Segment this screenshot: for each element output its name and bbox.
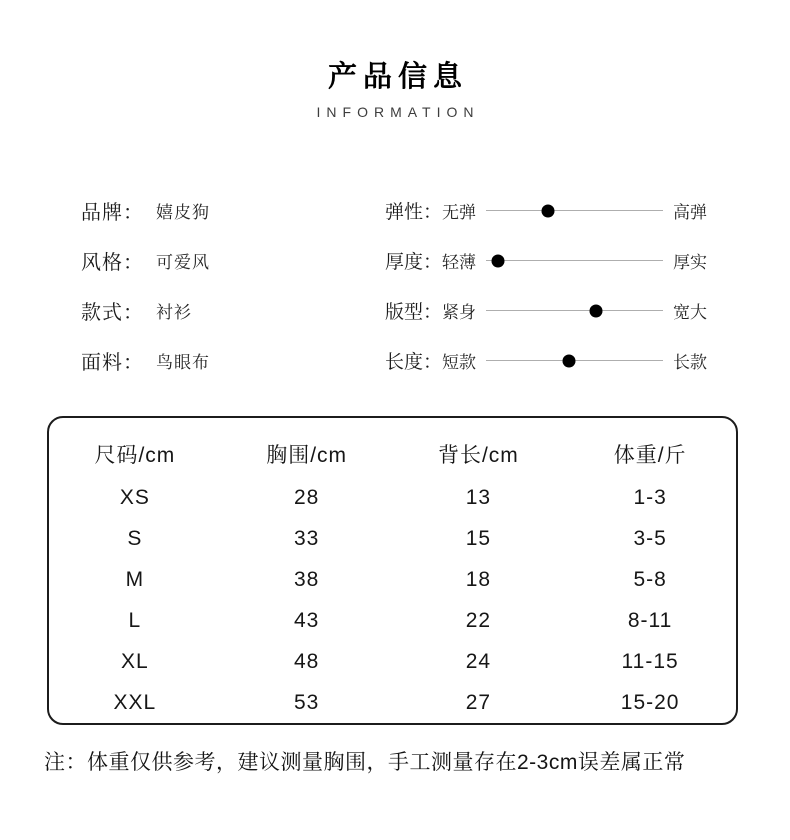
- attribute-value: 嬉皮狗: [156, 203, 210, 223]
- size-cell: 18: [465, 568, 492, 592]
- size-cell: L: [128, 609, 142, 633]
- size-table-row: [49, 601, 736, 642]
- size-cell: 5-8: [633, 568, 667, 592]
- slider-max-label: 厚实: [673, 253, 707, 273]
- size-cell: XL: [121, 650, 149, 674]
- attribute-value: 可爱风: [156, 253, 210, 273]
- size-cell: 43: [293, 609, 320, 633]
- slider-row-elasticity: [385, 186, 707, 236]
- slider-list: [385, 186, 790, 386]
- size-cell: 28: [293, 486, 320, 510]
- slider-max-label: 宽大: [673, 303, 707, 323]
- size-cell: 13: [465, 486, 492, 510]
- size-table-header-cell: 胸围/cm: [266, 443, 348, 467]
- size-cell: 1-3: [633, 486, 667, 510]
- slider-min-label: 轻薄: [442, 253, 477, 273]
- attribute-row-fabric: [81, 336, 385, 386]
- attribute-row-type: [81, 286, 385, 336]
- slider-row-thickness: [385, 236, 707, 286]
- size-cell: 27: [465, 691, 492, 715]
- slider-dot: [541, 204, 554, 217]
- slider-min-label: 紧身: [442, 303, 477, 323]
- size-cell: 53: [293, 691, 320, 715]
- size-cell: 38: [293, 568, 320, 592]
- attribute-label: 款式：: [81, 302, 144, 325]
- size-table-box: [47, 416, 738, 725]
- slider-max-label: 长款: [673, 353, 707, 373]
- page-title: 产品信息: [327, 61, 468, 93]
- size-cell: XXL: [113, 691, 157, 715]
- size-table-row: [49, 642, 736, 683]
- slider-track: [486, 210, 663, 211]
- slider-dot: [589, 304, 602, 317]
- attribute-row-brand: [81, 186, 385, 236]
- slider-dot: [492, 254, 505, 267]
- slider-label: 版型：: [385, 302, 443, 324]
- slider-label: 厚度：: [385, 252, 443, 274]
- slider-row-length: [385, 336, 707, 386]
- attribute-label: 风格：: [81, 252, 144, 275]
- slider-min-label: 短款: [442, 353, 477, 373]
- size-table-header-cell: 背长/cm: [437, 443, 519, 467]
- info-section: [0, 186, 790, 386]
- size-cell: 3-5: [633, 527, 667, 551]
- size-table-header-cell: 体重/斤: [613, 443, 687, 467]
- slider-label: 长度：: [385, 352, 443, 374]
- attribute-value: 鸟眼布: [156, 353, 210, 373]
- size-cell: 33: [293, 527, 320, 551]
- size-cell: 8-11: [627, 609, 673, 633]
- size-table-row: [49, 478, 736, 519]
- size-table-row: [49, 683, 736, 724]
- size-cell: 22: [465, 609, 492, 633]
- slider-track: [486, 310, 663, 311]
- size-cell: S: [127, 527, 143, 551]
- attribute-list: [81, 186, 385, 386]
- size-cell: 48: [293, 650, 320, 674]
- size-table-row: [49, 560, 736, 601]
- size-table-row: [49, 519, 736, 560]
- note-text: 注：体重仅供参考，建议测量胸围，手工测量存在2-3cm误差属正常: [44, 750, 686, 774]
- size-cell: 11-15: [621, 650, 679, 674]
- size-cell: XS: [119, 486, 150, 510]
- slider-dot: [563, 354, 576, 367]
- attribute-label: 品牌：: [81, 202, 144, 225]
- size-table-header-row: [49, 430, 736, 478]
- slider-track: [486, 360, 663, 361]
- attribute-label: 面料：: [81, 352, 144, 375]
- slider-min-label: 无弹: [442, 203, 477, 223]
- size-table-header-cell: 尺码/cm: [94, 443, 176, 467]
- slider-track: [486, 260, 663, 261]
- size-cell: M: [125, 568, 145, 592]
- attribute-row-style: [81, 236, 385, 286]
- slider-label: 弹性：: [385, 202, 443, 224]
- slider-max-label: 高弹: [673, 203, 707, 223]
- page-header: [0, 0, 790, 120]
- size-table: [49, 430, 736, 724]
- size-cell: 24: [465, 650, 492, 674]
- attribute-value: 衬衫: [156, 303, 192, 323]
- page-subtitle: INFORMATION: [316, 103, 480, 120]
- size-cell: 15: [465, 527, 492, 551]
- slider-row-fit: [385, 286, 707, 336]
- size-cell: 15-20: [620, 691, 680, 715]
